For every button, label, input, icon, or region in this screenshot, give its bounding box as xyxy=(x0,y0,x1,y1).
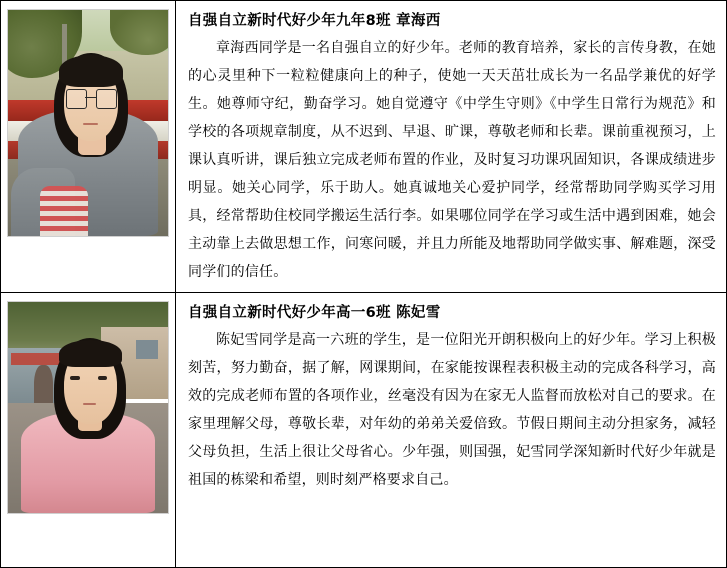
entry-title: 自强自立新时代好少年九年8班 章海西 xyxy=(188,13,441,29)
student-photo xyxy=(7,9,169,237)
photo-person-glasses-right xyxy=(96,89,117,109)
photo-person-glasses-left xyxy=(66,89,87,109)
student-photo-cell xyxy=(1,293,176,567)
photo-person-glasses-bridge xyxy=(85,97,96,98)
entry-title: 自强自立新时代好少年高一6班 陈妃雪 xyxy=(188,305,441,321)
photo-person-mouth xyxy=(83,123,97,125)
photo-window xyxy=(136,340,158,359)
student-photo-cell xyxy=(1,1,176,292)
photo-person-striped-sleeve xyxy=(40,186,88,236)
student-photo xyxy=(7,301,169,514)
photo-person-mouth xyxy=(83,403,96,405)
photo-person-bangs xyxy=(59,340,121,367)
student-text-cell xyxy=(176,1,726,292)
entry-body: 章海西同学是一名自强自立的好少年。老师的教育培养，家长的言传身教，在她的心灵里种下一粒粒健康向上的种子，使她一天天茁壮成长为一名品学兼优的好学生。她尊师守纪，勤奋学习。她自觉遵守《中学生守则》《中学生日常行为规范》和学校的各项规章制度，从不迟到、早退、旷课，尊敬老师和长辈。课前重视预习，上课认真听讲，课后独立完成老师布置的作业，及时复习功课巩固知识，各课成绩进步明显。她关心同学，乐于助人。她真诚地关心爱护同学，经常帮助同学购买学习用具，经常帮助住校同学搬运生活行李。如果哪位同学在学习或生活中遇到困难，她会主动靠上去做思想工作，问寒问暖，并且力所能及地帮助同学做实事、解难题，深受同学们的信任。 xyxy=(188,40,716,280)
student-text-cell xyxy=(176,293,726,567)
table-row xyxy=(1,293,726,567)
photo-person-eye-right xyxy=(98,376,108,381)
entry-body: 陈妃雪同学是高一六班的学生，是一位阳光开朗积极向上的好少年。学习上积极刻苦，努力勤奋，据了解，网课期间，在家能按课程表积极主动的完成各科学习，高效的完成老师布置的各项作业，丝毫没有因为在家无人监督而放松对自己的要求。在家里理解父母，尊敬长辈，对年幼的弟弟关爱倍致。节假日期间主动分担家务，减轻父母负担，生活上很让父母省心。少年强，则国强，妃雪同学深知新时代好少年就是祖国的栋梁和希望，则时刻严格要求自己。 xyxy=(188,332,716,488)
photo-person-bangs xyxy=(59,55,123,87)
photo-person-eye-left xyxy=(70,376,80,381)
table-row xyxy=(1,1,726,293)
